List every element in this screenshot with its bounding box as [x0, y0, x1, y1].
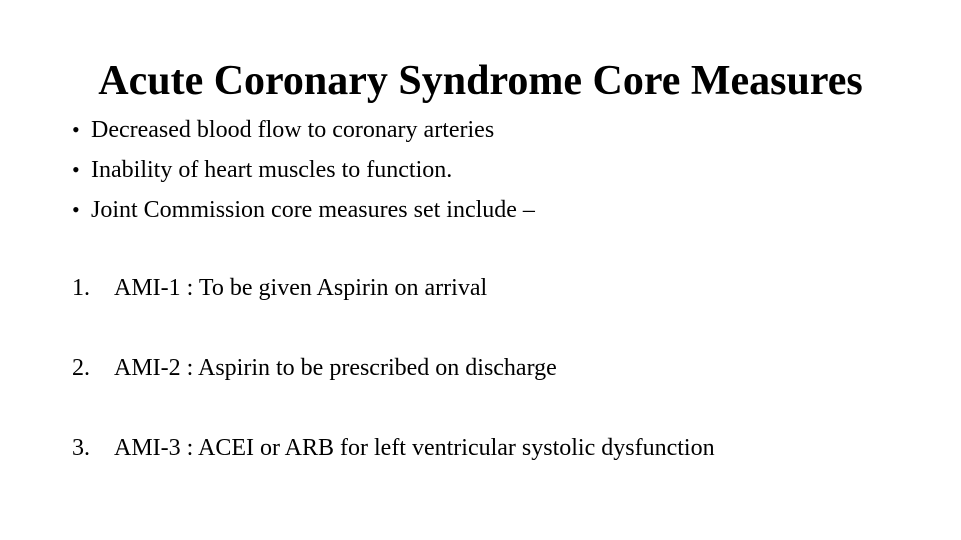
item-number: 2.	[72, 355, 90, 381]
item-text: AMI-3 : ACEI or ARB for left ventricular systolic dysfunction	[114, 435, 715, 461]
slide-title: Acute Coronary Syndrome Core Measures	[98, 58, 863, 104]
bullet-item	[72, 110, 535, 150]
item-text: AMI-2 : Aspirin to be prescribed on discharge	[114, 355, 557, 381]
item-number: 1.	[72, 275, 90, 301]
item-number: 3.	[72, 435, 90, 461]
bullet-dot-icon: •	[72, 197, 80, 222]
bullet-dot-icon: •	[72, 117, 80, 142]
bullet-item	[72, 150, 535, 190]
bullet-text: Joint Commission core measures set include –	[91, 197, 535, 223]
bullet-item	[72, 190, 535, 230]
bullet-dot-icon: •	[72, 157, 80, 182]
bullet-list	[72, 110, 535, 230]
bullet-text: Inability of heart muscles to function.	[91, 157, 453, 183]
item-text: AMI-1 : To be given Aspirin on arrival	[114, 275, 488, 301]
bullet-text: Decreased blood flow to coronary arteries	[91, 117, 495, 143]
